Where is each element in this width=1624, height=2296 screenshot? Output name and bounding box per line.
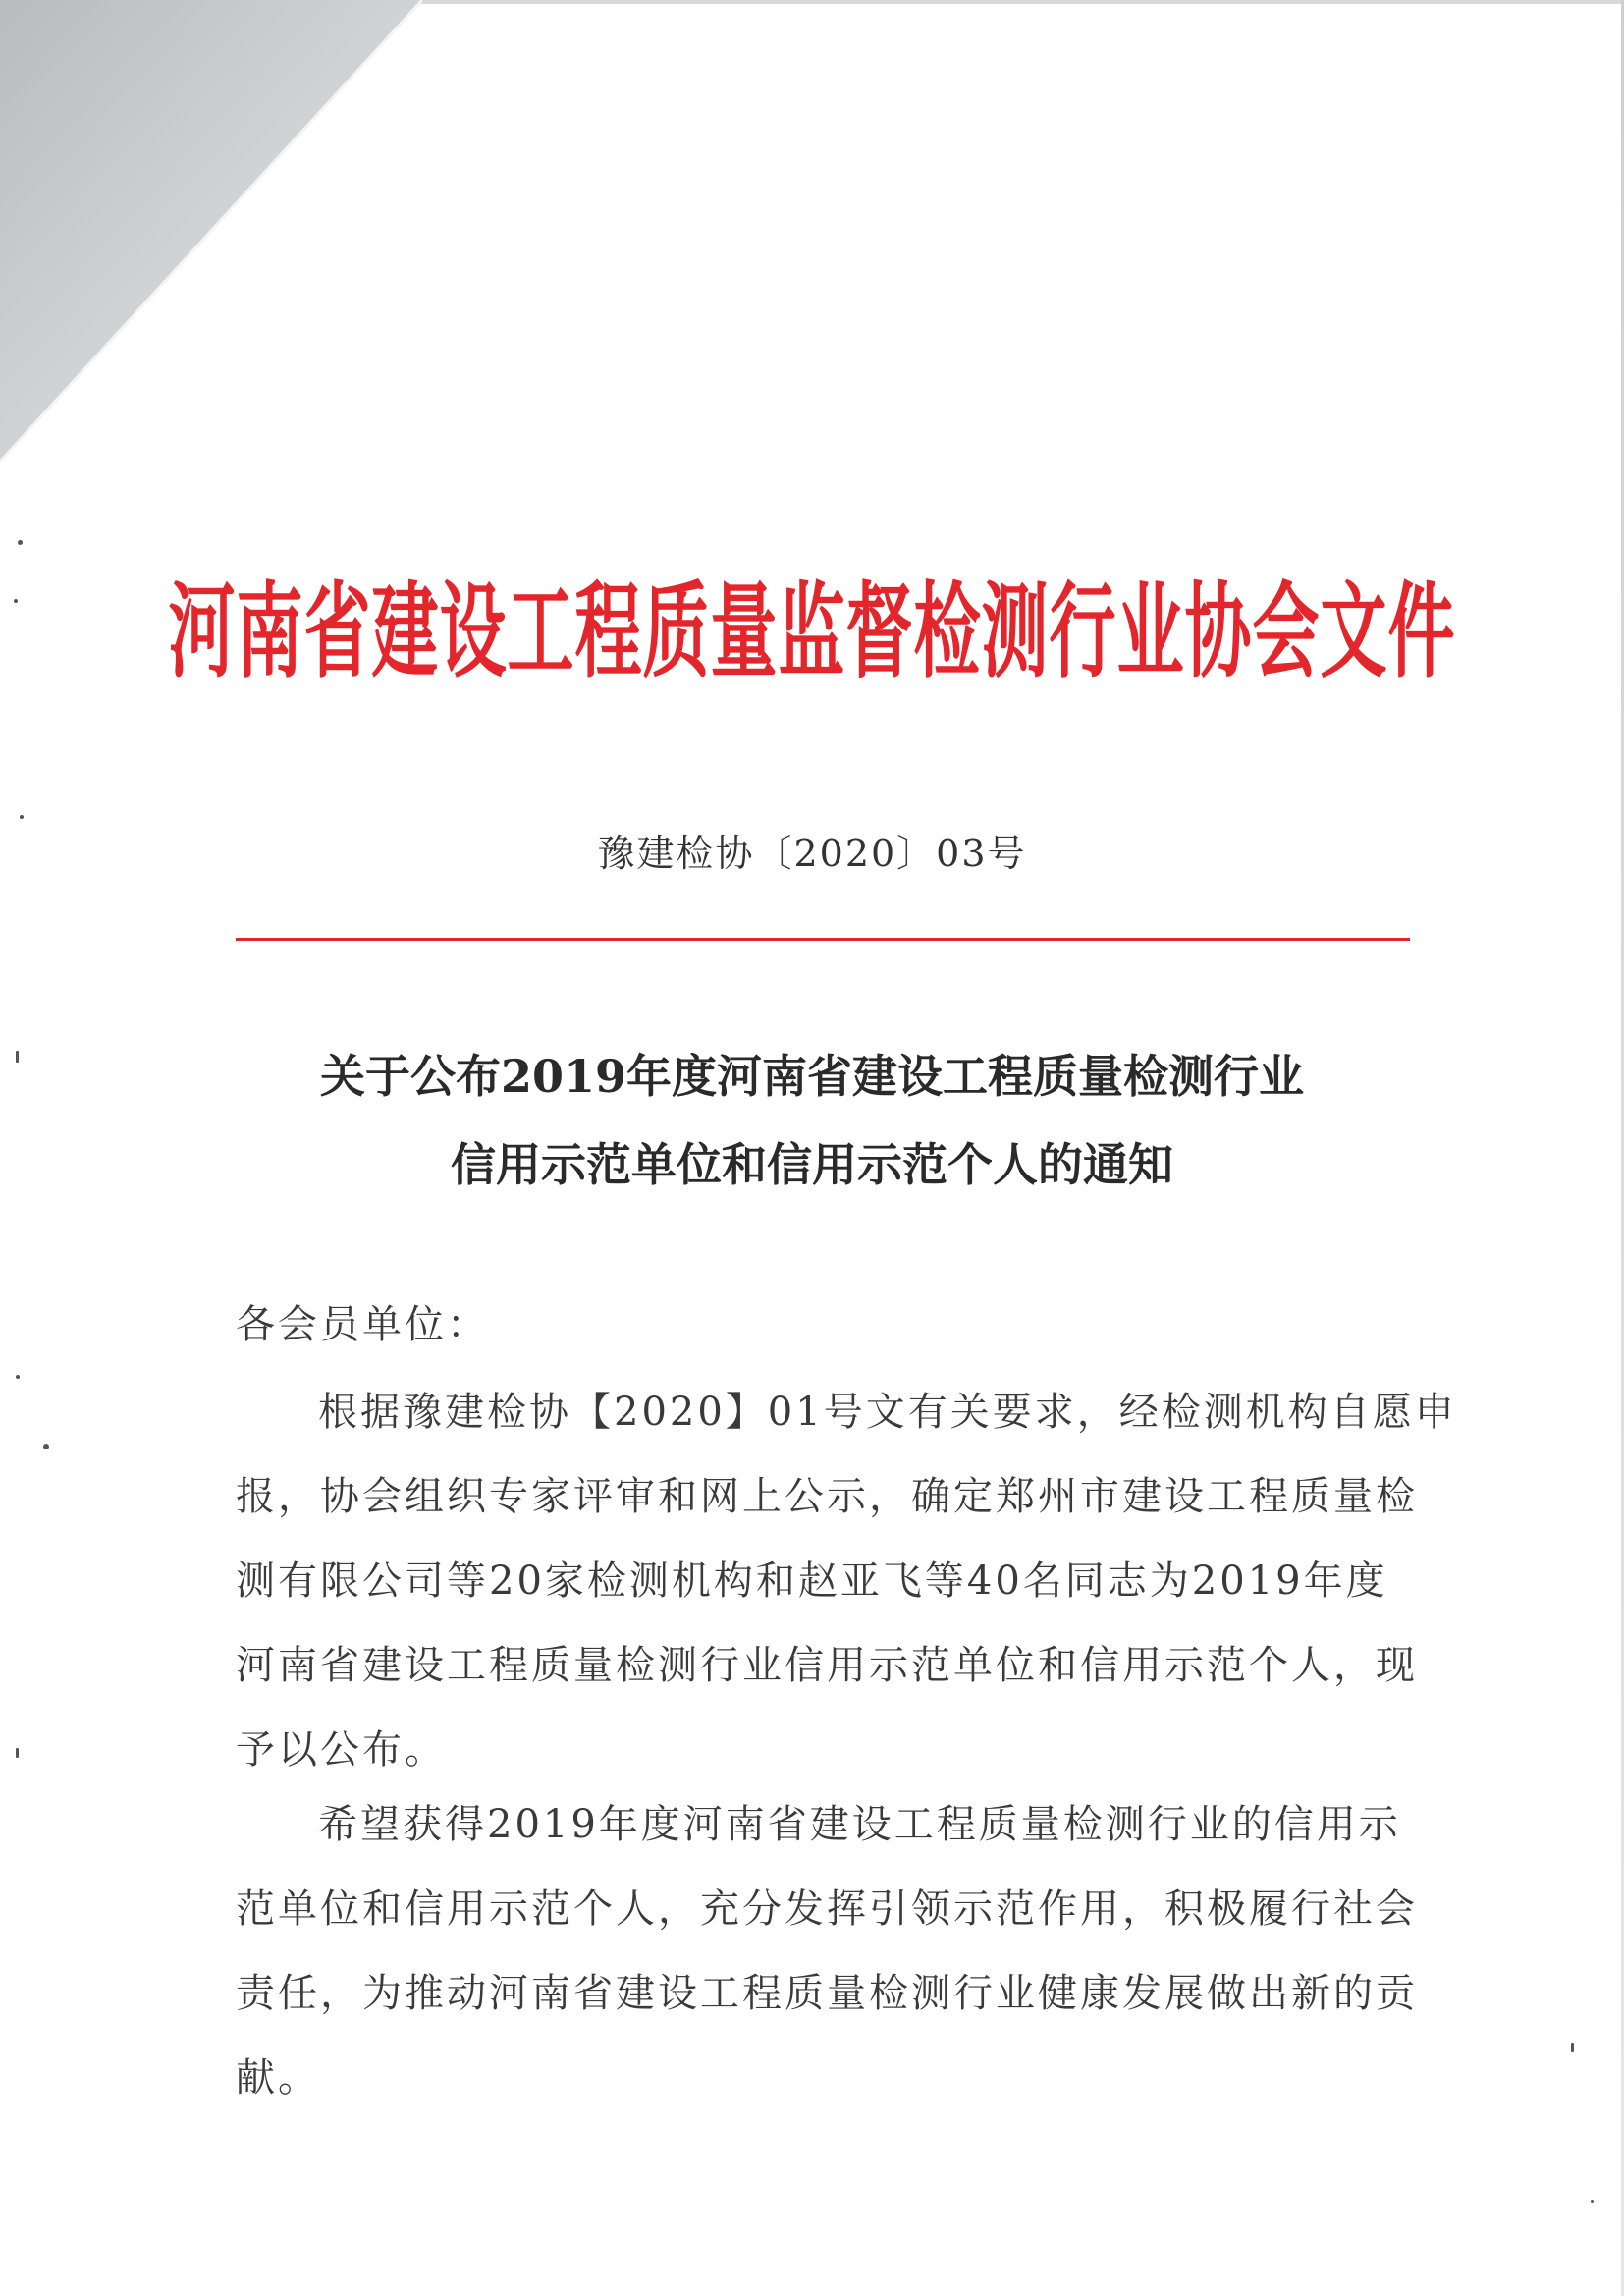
- scan-speck: [43, 1444, 49, 1449]
- paragraph-line: 予以公布。: [236, 1727, 447, 1773]
- paragraph-line: 希望获得2019年度河南省建设工程质量检测行业的信用示: [318, 1802, 1401, 1847]
- paragraph-1: [236, 1370, 1457, 1792]
- paragraph-line: 根据豫建检协【2020】01号文有关要求，经检测机构自愿申: [318, 1390, 1457, 1435]
- paragraph-2: [236, 1782, 1418, 2120]
- paragraph-line: 测有限公司等20家检测机构和赵亚飞等40名同志为2019年度: [236, 1558, 1388, 1604]
- scan-speck: [16, 1375, 20, 1379]
- notice-title-line-1: 关于公布2019年度河南省建设工程质量检测行业: [319, 1050, 1305, 1103]
- scan-speck: [20, 815, 24, 819]
- folded-corner: [0, 0, 422, 462]
- salutation: 各会员单位：: [236, 1302, 489, 1347]
- scan-speck: [1571, 2043, 1574, 2052]
- paragraph-line: 献。: [236, 2055, 320, 2101]
- scan-speck: [18, 540, 23, 545]
- paragraph-line: 范单位和信用示范个人，充分发挥引领示范作用，积极履行社会: [236, 1886, 1418, 1932]
- paragraph-line: 报，协会组织专家评审和网上公示，确定郑州市建设工程质量检: [236, 1474, 1418, 1519]
- header-divider: [236, 938, 1410, 941]
- notice-title-line-2: 信用示范单位和信用示范个人的通知: [451, 1138, 1173, 1191]
- paragraph-line: 河南省建设工程质量检测行业信用示范单位和信用示范个人，现: [236, 1643, 1418, 1688]
- document-header-title: 河南省建设工程质量监督检测行业协会文件: [168, 573, 1456, 693]
- scan-speck: [1591, 2200, 1594, 2203]
- scan-speck: [16, 1748, 19, 1758]
- paragraph-line: 责任，为推动河南省建设工程质量检测行业健康发展做出新的贡: [236, 1971, 1418, 2016]
- document-number: 豫建检协〔2020〕03号: [597, 832, 1027, 875]
